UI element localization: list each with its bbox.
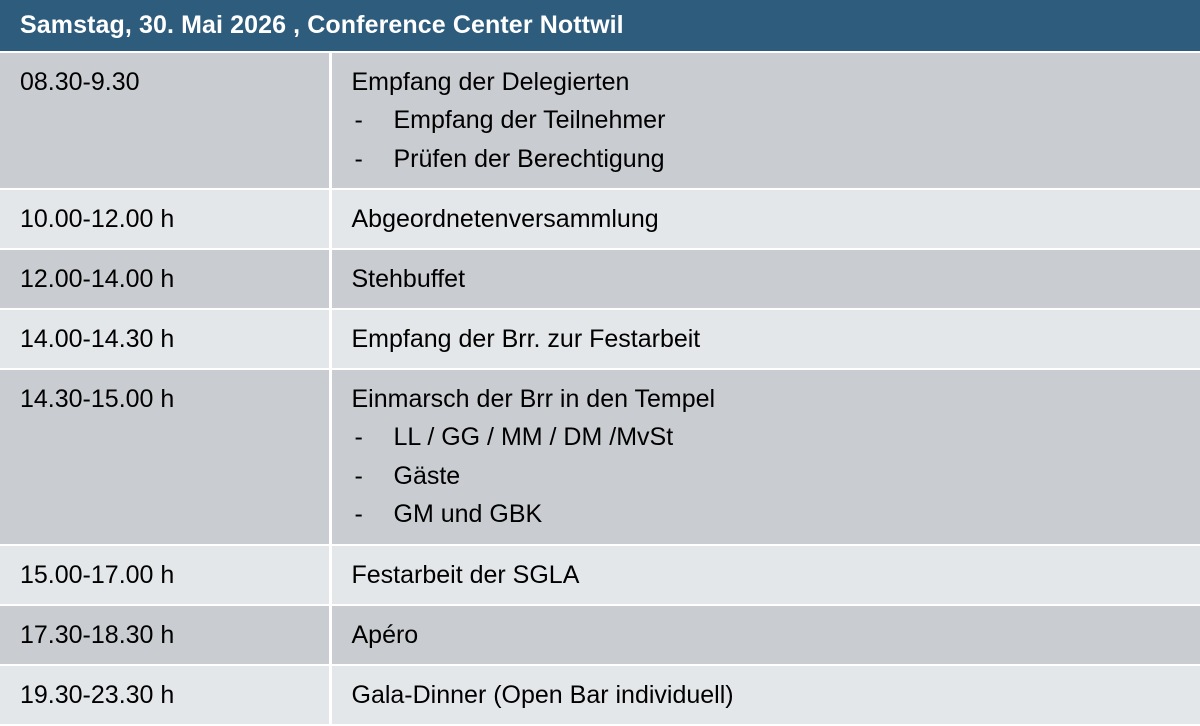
schedule-row-time: 14.00-14.30 h bbox=[0, 309, 330, 369]
schedule-row-time: 14.30-15.00 h bbox=[0, 369, 330, 545]
schedule-row-description bbox=[330, 605, 1200, 665]
schedule-row-title: Abgeordnetenversammlung bbox=[351, 205, 659, 233]
schedule-sublist-item-label: LL / GG / MM / DM /MvSt bbox=[393, 423, 674, 451]
schedule-row-description bbox=[330, 665, 1200, 725]
schedule-sublist-item bbox=[352, 418, 1185, 457]
schedule-sublist-item-label: GM und GBK bbox=[393, 500, 543, 528]
bullet-dash-icon: - bbox=[354, 106, 363, 134]
schedule-row-title: Stehbuffet bbox=[351, 265, 466, 293]
schedule-row-title: Festarbeit der SGLA bbox=[351, 560, 580, 589]
schedule-row-description bbox=[330, 545, 1200, 605]
schedule-row bbox=[0, 189, 1200, 249]
schedule-row bbox=[0, 665, 1200, 725]
schedule-row-sublist bbox=[352, 101, 1185, 178]
schedule-row-time: 15.00-17.00 h bbox=[0, 545, 330, 605]
schedule-row-sublist bbox=[352, 418, 1185, 534]
schedule-row-description bbox=[330, 369, 1200, 545]
bullet-dash-icon: - bbox=[354, 461, 363, 490]
schedule-row-time: 12.00-14.00 h bbox=[0, 249, 330, 309]
schedule-row bbox=[0, 605, 1200, 665]
schedule-sublist-item-label: Prüfen der Berechtigung bbox=[393, 144, 665, 173]
schedule-row-time: 10.00-12.00 h bbox=[0, 189, 330, 249]
schedule-row-title: Apéro bbox=[351, 620, 419, 649]
schedule-header-row bbox=[0, 0, 1200, 52]
schedule-sublist-item-label: Gäste bbox=[393, 461, 461, 490]
schedule-row bbox=[0, 369, 1200, 545]
schedule-row-title: Empfang der Delegierten bbox=[351, 68, 630, 96]
schedule-row-title: Empfang der Brr. zur Festarbeit bbox=[351, 325, 701, 353]
schedule-row bbox=[0, 545, 1200, 605]
schedule-row bbox=[0, 249, 1200, 309]
schedule-row-description bbox=[330, 189, 1200, 249]
schedule-sublist-item bbox=[352, 140, 1185, 179]
schedule-row bbox=[0, 52, 1200, 189]
schedule-row-description bbox=[330, 52, 1200, 189]
schedule-sublist-item-label: Empfang der Teilnehmer bbox=[393, 106, 666, 134]
schedule-row-time: 17.30-18.30 h bbox=[0, 605, 330, 665]
schedule-sublist-item bbox=[352, 101, 1185, 140]
bullet-dash-icon: - bbox=[354, 144, 363, 173]
bullet-dash-icon: - bbox=[354, 423, 363, 451]
schedule-title: Samstag, 30. Mai 2026 , Conference Center Nottwil bbox=[0, 0, 1200, 52]
schedule-row-title: Gala-Dinner (Open Bar individuell) bbox=[351, 680, 734, 709]
schedule-row-description bbox=[330, 249, 1200, 309]
schedule-row bbox=[0, 309, 1200, 369]
schedule-sublist-item bbox=[352, 495, 1185, 534]
schedule-row-time: 08.30-9.30 bbox=[0, 52, 330, 189]
schedule-row-description bbox=[330, 309, 1200, 369]
schedule-body bbox=[0, 52, 1200, 725]
schedule-row-title: Einmarsch der Brr in den Tempel bbox=[351, 385, 716, 413]
schedule-sublist-item bbox=[352, 457, 1185, 496]
bullet-dash-icon: - bbox=[354, 500, 363, 528]
schedule-row-time: 19.30-23.30 h bbox=[0, 665, 330, 725]
